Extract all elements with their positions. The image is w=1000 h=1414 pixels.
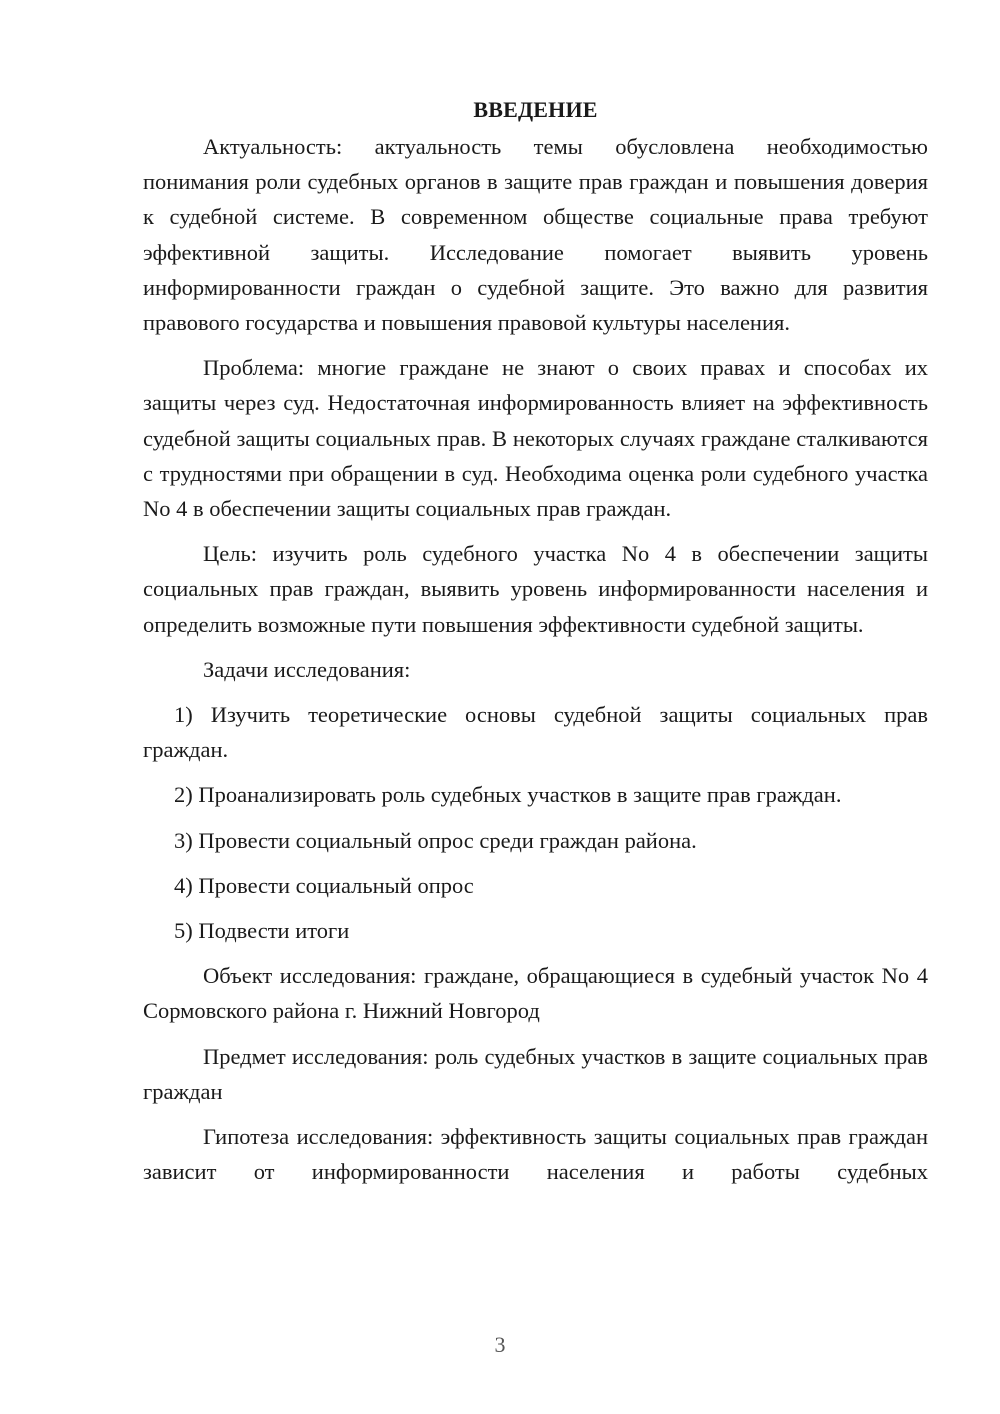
paragraph-subject: Предмет исследования: роль судебных участков в защите социальных прав граждан: [143, 1043, 928, 1104]
paragraph-problem: Проблема: многие граждане не знают о своих правах и способах их защиты через суд. Недостаточная информированность влияет на эффективность судебной защиты социальных прав. В некоторых случаях граждане сталкиваются с трудностями при обращении в суд. Необходима оценка роли судебного участка No 4 в обеспечении защиты социальных прав граждан.: [143, 355, 928, 522]
page-number: 3: [494, 1332, 506, 1357]
task-item-4: 4) Провести социальный опрос: [174, 872, 474, 898]
paragraph-hypothesis: Гипотеза исследования: эффективность защиты социальных прав граждан зависит от информированности населения и работы судебных: [143, 1124, 928, 1185]
paragraph-tasks-heading: Задачи исследования:: [203, 656, 411, 682]
paragraph-goal: Цель: изучить роль судебного участка No 4 в обеспечении защиты социальных прав граждан, выявить уровень информированности населения и определить возможные пути повышения эффективности судебной защиты.: [143, 541, 928, 637]
document-title: ВВЕДЕНИЕ: [473, 97, 598, 122]
task-item-3: 3) Провести социальный опрос среди граждан района.: [174, 827, 697, 853]
paragraph-relevance: Актуальность: актуальность темы обусловлена необходимостью понимания роли судебных органов в защите прав граждан и повышения доверия к судебной системе. В современном обществе социальные права требуют эффективной защиты. Исследование помогает выявить уровень информированности граждан о судебной защите. Это важно для развития правового государства и повышения правовой культуры населения.: [143, 134, 928, 336]
task-item-2: 2) Проанализировать роль судебных участков в защите прав граждан.: [174, 782, 842, 808]
task-item-5: 5) Подвести итоги: [174, 918, 350, 944]
document-page: [143, 92, 928, 1199]
task-item-1: 1) Изучить теоретические основы судебной защиты социальных прав граждан.: [143, 702, 928, 763]
paragraph-object: Объект исследования: граждане, обращающиеся в судебный участок No 4 Сормовского района г. Нижний Новгород: [143, 963, 928, 1024]
